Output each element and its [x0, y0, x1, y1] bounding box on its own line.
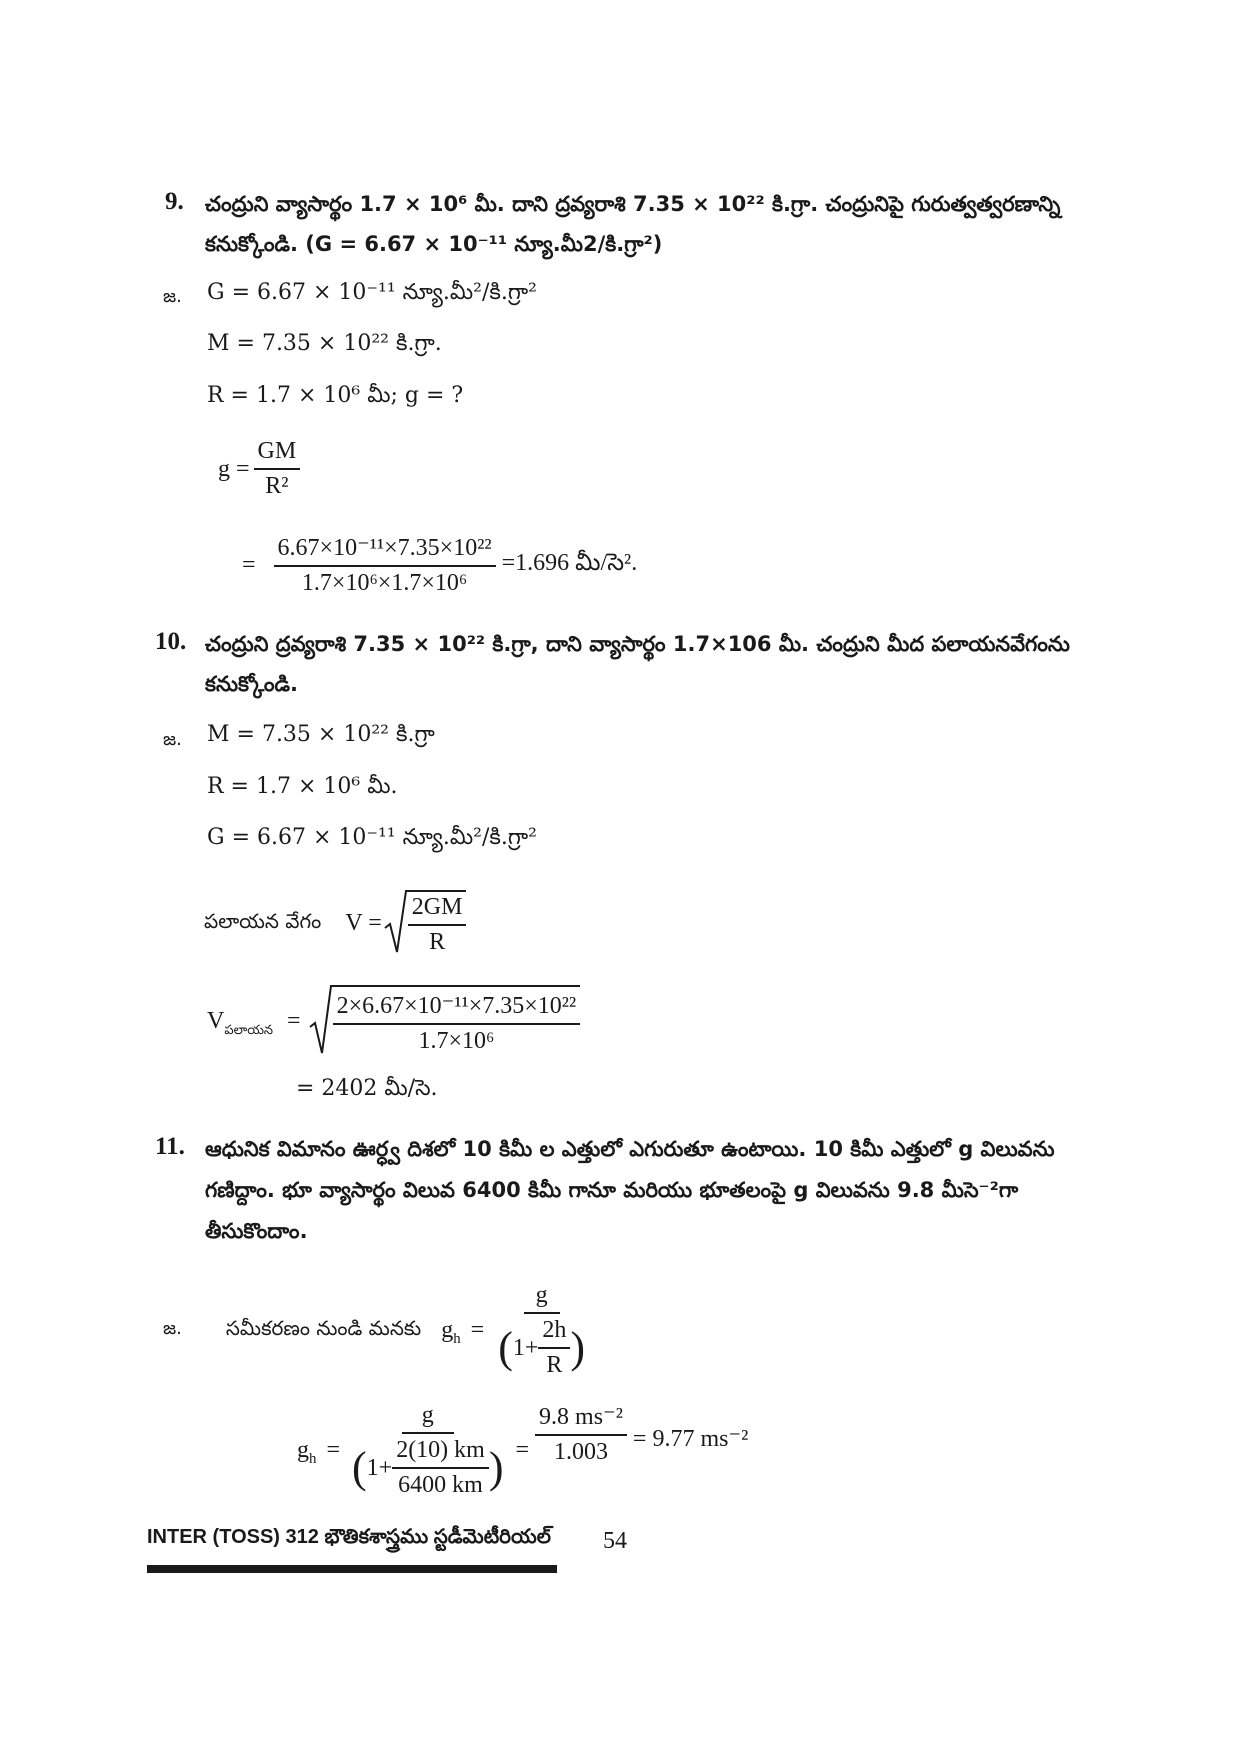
sqrt-sign-icon — [384, 890, 408, 956]
q11-calc-mid-fraction — [535, 1402, 627, 1466]
q11-text-line2: గణిద్దాం. భూ వ్యాసార్థం విలువ 6400 కిమీ గానూ మరియు భూతలంపై g విలువను 9.8 మీసె⁻²గా — [205, 1178, 1019, 1202]
q10-escape-label: పలాయన వేగం — [204, 908, 322, 933]
q11-den-fraction — [538, 1317, 570, 1379]
q11-gh-subscript: h — [453, 1330, 461, 1347]
q9-formula-numerator: GM — [254, 438, 301, 470]
q11-den-numerator: 2h — [538, 1317, 570, 1349]
q9-text-line1: చంద్రుని వ్యాసార్థం 1.7 × 10⁶ మీ. దాని ద్రవ్యరాశి 7.35 × 10²² కి.గ్రా. చంద్రునిపై గురుత్వత్వరణాన్ని — [205, 192, 1061, 216]
q11-calc-gh-subscript: h — [309, 1450, 317, 1467]
q11-formula — [163, 1282, 589, 1379]
q9-given-g-constant: G = 6.67 × 10⁻¹¹ న్యూ.మీ²/కి.గ్రా² — [207, 280, 537, 305]
q11-formula-fraction — [494, 1282, 589, 1379]
q9-calc-fraction — [274, 533, 496, 597]
q11-calc-denominator: ( 1+ $\frac{2(10) km}{6400 km}$ ) — [351, 1437, 504, 1498]
q11-den-denominator: R — [546, 1352, 563, 1378]
q11-calc-den-fraction — [392, 1437, 489, 1499]
q11-calc-mid-numerator: 9.8 ms⁻² — [535, 1402, 627, 1436]
q11-formula-numerator: g — [524, 1282, 560, 1314]
q10-given-radius: R = 1.7 × 10⁶ మీ. — [207, 774, 398, 799]
q11-calc-gh-symbol: g — [297, 1437, 309, 1463]
q9-given-radius: R = 1.7 × 10⁶ మీ; g = ? — [207, 383, 464, 408]
q9-formula — [218, 438, 300, 500]
q10-calculation — [207, 985, 580, 1057]
q11-calc-numerator: g — [402, 1402, 454, 1434]
q9-calc-numerator: 6.67×10⁻¹¹×7.35×10²² — [274, 533, 496, 567]
q9-calculation — [242, 533, 637, 597]
q10-calc-radical — [309, 985, 581, 1057]
q11-calc-den-denominator: 6400 km — [398, 1472, 483, 1498]
q10-formula-fraction — [408, 890, 467, 956]
q11-number: 11. — [155, 1133, 185, 1160]
q10-formula — [204, 890, 466, 956]
q9-formula-denominator: R² — [265, 473, 289, 499]
q11-answer-label: జ. — [163, 1318, 182, 1339]
q10-v-eq: = — [287, 1007, 301, 1034]
q10-formula-denominator: R — [429, 929, 446, 955]
q10-number: 10. — [155, 628, 187, 655]
q11-gh — [441, 1317, 461, 1347]
q11-calculation — [297, 1402, 748, 1499]
q10-given-g-constant: G = 6.67 × 10⁻¹¹ న్యూ.మీ²/కి.గ్రా² — [207, 825, 537, 850]
q10-text-line2: కనుక్కోండి. — [205, 672, 298, 696]
q9-formula-fraction — [254, 438, 301, 500]
q10-calc-fraction — [333, 985, 581, 1057]
q10-given-mass: M = 7.35 × 10²² కి.గ్రా — [207, 722, 435, 747]
q10-v-symbol: V — [207, 1007, 225, 1034]
q11-intro: సమీకరణం నుండి మనకు — [225, 1316, 422, 1340]
q10-formula-numerator: 2GM — [408, 894, 467, 926]
q11-gh-symbol: g — [441, 1317, 454, 1343]
q10-v-escape — [207, 1007, 274, 1038]
q10-result: = 2402 మీ/సె. — [296, 1076, 438, 1101]
q10-v-subscript: పలాయన — [224, 1022, 274, 1038]
q10-calc-numerator: 2×6.67×10⁻¹¹×7.35×10²² — [333, 991, 581, 1025]
footer-title: INTER (TOSS) 312 భౌతికశాస్త్రము స్టడీమెటీరియల్ — [147, 1526, 551, 1548]
q11-text-line3: తీసుకొందాం. — [205, 1219, 308, 1243]
q9-calc-denominator: 1.7×10⁶×1.7×10⁶ — [301, 570, 468, 596]
q11-eq: = — [470, 1317, 485, 1343]
q11-calc-eq1: = — [326, 1437, 340, 1463]
q11-formula-denominator: ( 1+ $\frac{2h}{R}$ ) — [498, 1317, 586, 1378]
q9-given-mass: M = 7.35 × 10²² కి.గ్రా. — [207, 331, 442, 356]
q11-calc-gh — [297, 1437, 317, 1467]
q10-formula-radical — [384, 890, 467, 956]
q11-calc-eq2: = — [515, 1437, 530, 1463]
q10-answer-label: జ. — [163, 729, 182, 750]
q10-text-line1: చంద్రుని ద్రవ్యరాశి 7.35 × 10²² కి.గ్రా, దాని వ్యాసార్థం 1.7×106 మీ. చంద్రుని మీద పలాయనవేగంను — [205, 632, 1070, 656]
q9-calc-result: =1.696 మీ/సె². — [501, 549, 638, 576]
q11-calc-mid-denominator: 1.003 — [553, 1439, 608, 1465]
footer-rule — [147, 1565, 557, 1573]
q11-den-prefix: 1+ — [512, 1334, 539, 1361]
q10-calc-denominator: 1.7×10⁶ — [418, 1028, 495, 1054]
q9-answer-label: జ. — [163, 286, 182, 307]
q10-formula-lhs: V = — [345, 909, 382, 936]
sqrt-sign-icon — [309, 985, 333, 1057]
q9-text-line2: కనుక్కోండి. (G = 6.67 × 10⁻¹¹ న్యూ.మీ2/కి.గ్రా²) — [205, 232, 663, 256]
q11-calc-den-prefix: 1+ — [366, 1454, 393, 1481]
page-number: 54 — [603, 1528, 627, 1554]
q11-calc-result: = 9.77 ms⁻² — [632, 1426, 749, 1452]
q11-calc-fraction — [348, 1402, 508, 1499]
q11-text-line1: ఆధునిక విమానం ఊర్ధ్వ దిశలో 10 కిమీ ల ఎత్తులో ఎగురుతూ ఉంటాయి. 10 కిమీ ఎత్తులో g విలువను — [205, 1137, 1055, 1161]
q9-formula-lhs: g = — [218, 455, 250, 482]
q11-calc-den-numerator: 2(10) km — [392, 1437, 489, 1469]
q9-number: 9. — [165, 188, 184, 215]
q9-calc-eq: = — [242, 551, 256, 578]
